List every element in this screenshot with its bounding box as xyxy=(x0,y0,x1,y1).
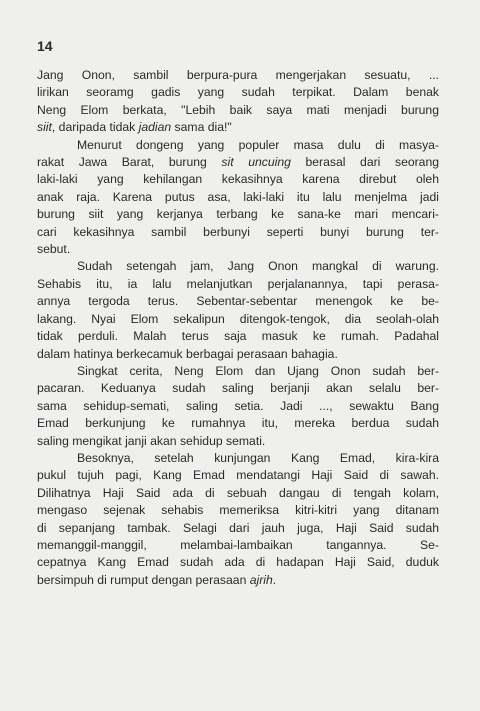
text-line: pukul tujuh pagi, Kang Emad mendatangi Haji Said di sawah. xyxy=(37,468,439,483)
text-line: tidak perduli. Malah terus saja masuk ke rumah. Padahal xyxy=(37,329,439,344)
body-text xyxy=(37,67,439,589)
text-line: Jang Onon, sambil berpura-pura mengerjakan sesuatu, ... xyxy=(37,68,439,82)
text-line: siit, daripada tidak jadian sama dia!" xyxy=(37,120,232,135)
paragraph xyxy=(37,450,439,589)
text-line: sama sehidup-semati, saling setia. Jadi ..., sewaktu Bang xyxy=(37,398,439,413)
paragraph xyxy=(37,363,439,450)
text-line: dalam hatinya berkecamuk berbagai perasaan bahagia. xyxy=(37,346,338,361)
text-line: cepatnya Kang Emad sudah ada di hadapan Haji Said, duduk xyxy=(37,555,439,570)
text-line: saling mengikat janji akan sehidup semati. xyxy=(37,433,266,448)
text-line: burung siit yang kerjanya terbang ke sana-ke mari mencari- xyxy=(37,207,439,222)
text-line: Sehabis itu, ia lalu melanjutkan perjalanannya, tapi perasa- xyxy=(37,276,439,291)
text-line: di sepanjang tambak. Selagi dari jauh juga, Haji Said sudah xyxy=(37,520,439,535)
text-line: Menurut dongeng yang populer masa dulu di masya- xyxy=(77,137,439,152)
paragraph xyxy=(37,67,439,137)
text-line: anak raja. Karena putus asa, laki-laki itu lalu menjelma jadi xyxy=(37,189,439,204)
text-line: lirikan seoramg gadis yang sudah terpikat. Dalam benak xyxy=(37,85,439,100)
text-line: annya tergoda terus. Sebentar-sebentar menengok ke be- xyxy=(37,294,439,309)
text-line: Emad berkunjung ke rumahnya itu, mereka berdua sudah xyxy=(37,416,439,431)
text-line: cari kekasihnya sambil berbunyi seperti bunyi burung ter- xyxy=(37,224,439,239)
text-line: laki-laki yang kehilangan kekasihnya karena direbut oleh xyxy=(37,172,439,187)
text-line: Neng Elom berkata, "Lebih baik saya mati menjadi burung xyxy=(37,102,439,117)
text-line: Dilihatnya Haji Said ada di sebuah dangau di tengah kolam, xyxy=(37,485,439,500)
text-line: memanggil-manggil, melambai-lambaikan tangannya. Se- xyxy=(37,537,439,552)
text-line: rakat Jawa Barat, burung sit uncuing berasal dari seorang xyxy=(37,155,440,170)
page-number: 14 xyxy=(37,38,53,54)
text-line: sebut. xyxy=(37,242,71,257)
text-line: bersimpuh di rumput dengan perasaan ajrih. xyxy=(37,572,277,587)
text-line: lakang. Nyai Elom sekalipun ditengok-tengok, dia seolah-olah xyxy=(37,311,439,326)
text-line: Besoknya, setelah kunjungan Kang Emad, kira-kira xyxy=(77,450,439,465)
text-line: Singkat cerita, Neng Elom dan Ujang Onon sudah ber- xyxy=(77,363,439,378)
text-line: mengaso sejenak sehabis memeriksa kitri-kitri yang ditanam xyxy=(37,503,439,518)
text-line: Sudah setengah jam, Jang Onon mangkal di warung. xyxy=(77,259,439,274)
paragraph xyxy=(37,258,439,362)
text-line: pacaran. Keduanya sudah saling berjanji akan selalu ber- xyxy=(37,381,439,396)
paragraph xyxy=(37,137,439,259)
